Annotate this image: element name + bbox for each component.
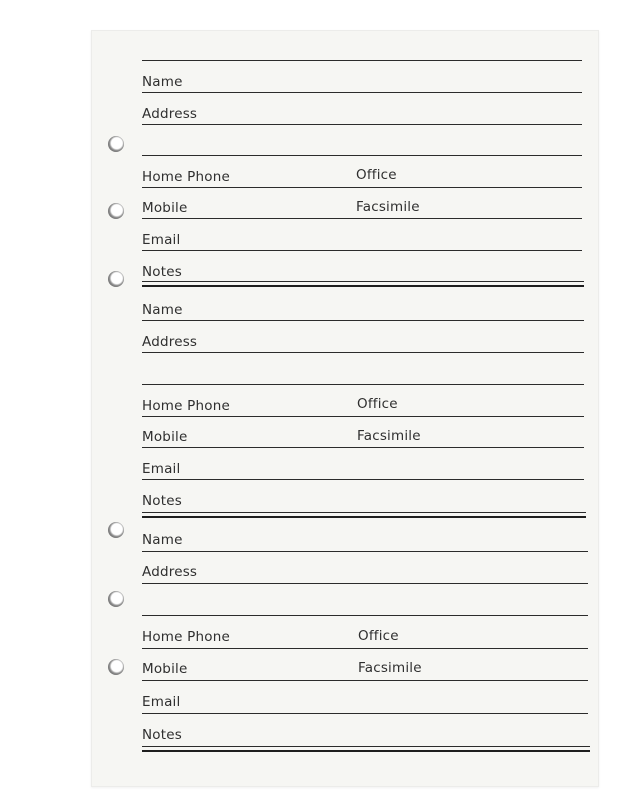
notes-field-line — [142, 746, 590, 747]
entry-separator — [142, 516, 586, 518]
notes-field-line — [142, 512, 586, 513]
email-label: Email — [142, 694, 181, 710]
binder-hole-5 — [108, 591, 124, 607]
mobile-label: Mobile — [142, 661, 188, 677]
mobile-label: Mobile — [142, 429, 188, 445]
office-label: Office — [356, 167, 397, 183]
mobile-label: Mobile — [142, 200, 188, 216]
home-phone-label: Home Phone — [142, 629, 230, 645]
rule-line — [142, 60, 582, 61]
notes-label: Notes — [142, 727, 182, 743]
email-label: Email — [142, 461, 181, 477]
name-label: Name — [142, 74, 183, 90]
name-label: Name — [142, 302, 183, 318]
binder-hole-2 — [108, 203, 124, 219]
address-field-line-2 — [142, 384, 584, 385]
address-label: Address — [142, 106, 198, 122]
facsimile-label: Facsimile — [357, 428, 421, 444]
facsimile-label: Facsimile — [358, 660, 422, 676]
name-field-line — [142, 92, 582, 93]
name-field-line — [142, 551, 588, 552]
address-label: Address — [142, 564, 198, 580]
office-label: Office — [357, 396, 398, 412]
address-field-line-2 — [142, 615, 588, 616]
notes-field-line — [142, 281, 584, 282]
notes-label: Notes — [142, 493, 182, 509]
binder-hole-6 — [108, 659, 124, 675]
email-label: Email — [142, 232, 181, 248]
name-field-line — [142, 320, 584, 321]
email-field-line — [142, 250, 582, 251]
mobile-field-line — [142, 680, 588, 681]
address-label: Address — [142, 334, 198, 350]
facsimile-label: Facsimile — [356, 199, 420, 215]
binder-hole-3 — [108, 271, 124, 287]
address-field-line — [142, 124, 582, 125]
office-label: Office — [358, 628, 399, 644]
notes-label: Notes — [142, 264, 182, 280]
phone-field-line — [142, 648, 588, 649]
email-field-line — [142, 479, 584, 480]
name-label: Name — [142, 532, 183, 548]
address-field-line-2 — [142, 155, 582, 156]
mobile-field-line — [142, 218, 582, 219]
binder-hole-1 — [108, 136, 124, 152]
address-field-line — [142, 583, 588, 584]
address-field-line — [142, 352, 584, 353]
entry-separator — [142, 750, 590, 752]
phone-field-line — [142, 416, 584, 417]
home-phone-label: Home Phone — [142, 398, 230, 414]
binder-hole-4 — [108, 522, 124, 538]
phone-field-line — [142, 187, 582, 188]
entry-separator — [142, 285, 584, 287]
mobile-field-line — [142, 447, 584, 448]
home-phone-label: Home Phone — [142, 169, 230, 185]
email-field-line — [142, 713, 588, 714]
